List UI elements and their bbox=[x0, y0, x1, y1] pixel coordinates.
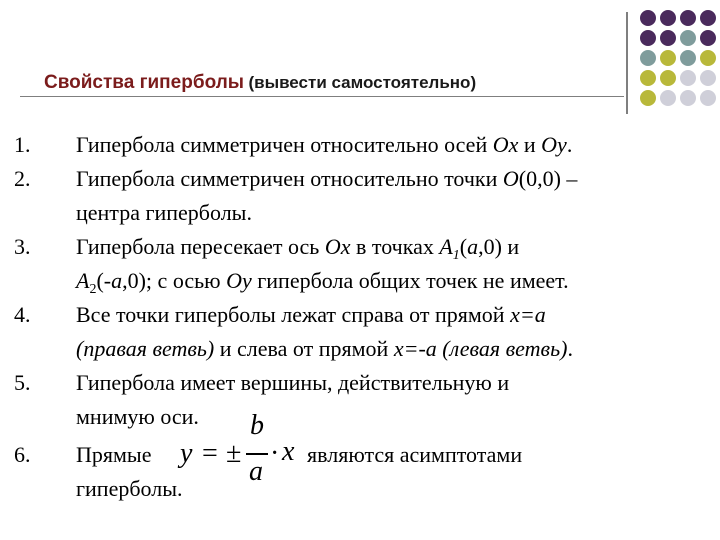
list-item-continuation bbox=[0, 400, 720, 434]
item-text: Прямые bbox=[76, 442, 152, 467]
item-number: 5. bbox=[14, 370, 31, 395]
formula-denominator: a bbox=[249, 456, 263, 487]
item-number: 2. bbox=[14, 166, 31, 191]
fraction-bar bbox=[246, 453, 268, 455]
formula-y: y bbox=[180, 438, 193, 469]
formula-x: x bbox=[282, 436, 295, 467]
list-item bbox=[0, 366, 720, 400]
title-main: Свойства гиперболы bbox=[44, 72, 244, 93]
list-item bbox=[0, 298, 720, 332]
item-text: центра гиперболы. bbox=[76, 200, 252, 225]
list-item bbox=[0, 128, 720, 162]
item-text-after-formula: являются асимптотами bbox=[307, 442, 523, 467]
list-item bbox=[0, 230, 720, 264]
formula-plus-minus: ± bbox=[226, 438, 242, 469]
item-number: 4. bbox=[14, 302, 31, 327]
item-text: (правая ветвь) и слева от прямой x=-a (левая ветвь). bbox=[76, 336, 573, 361]
item-number: 1. bbox=[14, 132, 31, 157]
list-item-continuation bbox=[0, 196, 720, 230]
item-text: Гипербола симметричен относительно осей Ox и Oy. bbox=[76, 132, 573, 157]
item-text: Гипербола пересекает ось Ox в точках $A_1(a,0)$ и bbox=[76, 234, 520, 263]
item-text: Гипербола симметричен относительно точки O(0,0) – bbox=[76, 166, 578, 191]
list-item-continuation bbox=[0, 472, 720, 506]
list-item-continuation bbox=[0, 264, 720, 298]
item-number: 3. bbox=[14, 234, 31, 259]
item-text: гиперболы. bbox=[76, 476, 183, 501]
item-text: $A_2(-a,0)$; с осью Oy гипербола общих точек не имеет. bbox=[76, 268, 569, 297]
list-item-continuation bbox=[0, 332, 720, 366]
item-number: 6. bbox=[14, 442, 31, 467]
list-item bbox=[0, 438, 720, 472]
item-text: Все точки гиперболы лежат справа от прямой x=a bbox=[76, 302, 546, 327]
asymptote-formula bbox=[180, 410, 300, 492]
formula-equals: = bbox=[202, 438, 218, 469]
item-text: Гипербола имеет вершины, действительную и bbox=[76, 370, 510, 395]
item-text: мнимую оси. bbox=[76, 404, 199, 429]
formula-dot: · bbox=[270, 438, 280, 469]
list-item bbox=[0, 162, 720, 196]
title-sub: (вывести самостоятельно) bbox=[248, 73, 477, 92]
formula-numerator: b bbox=[250, 410, 264, 441]
